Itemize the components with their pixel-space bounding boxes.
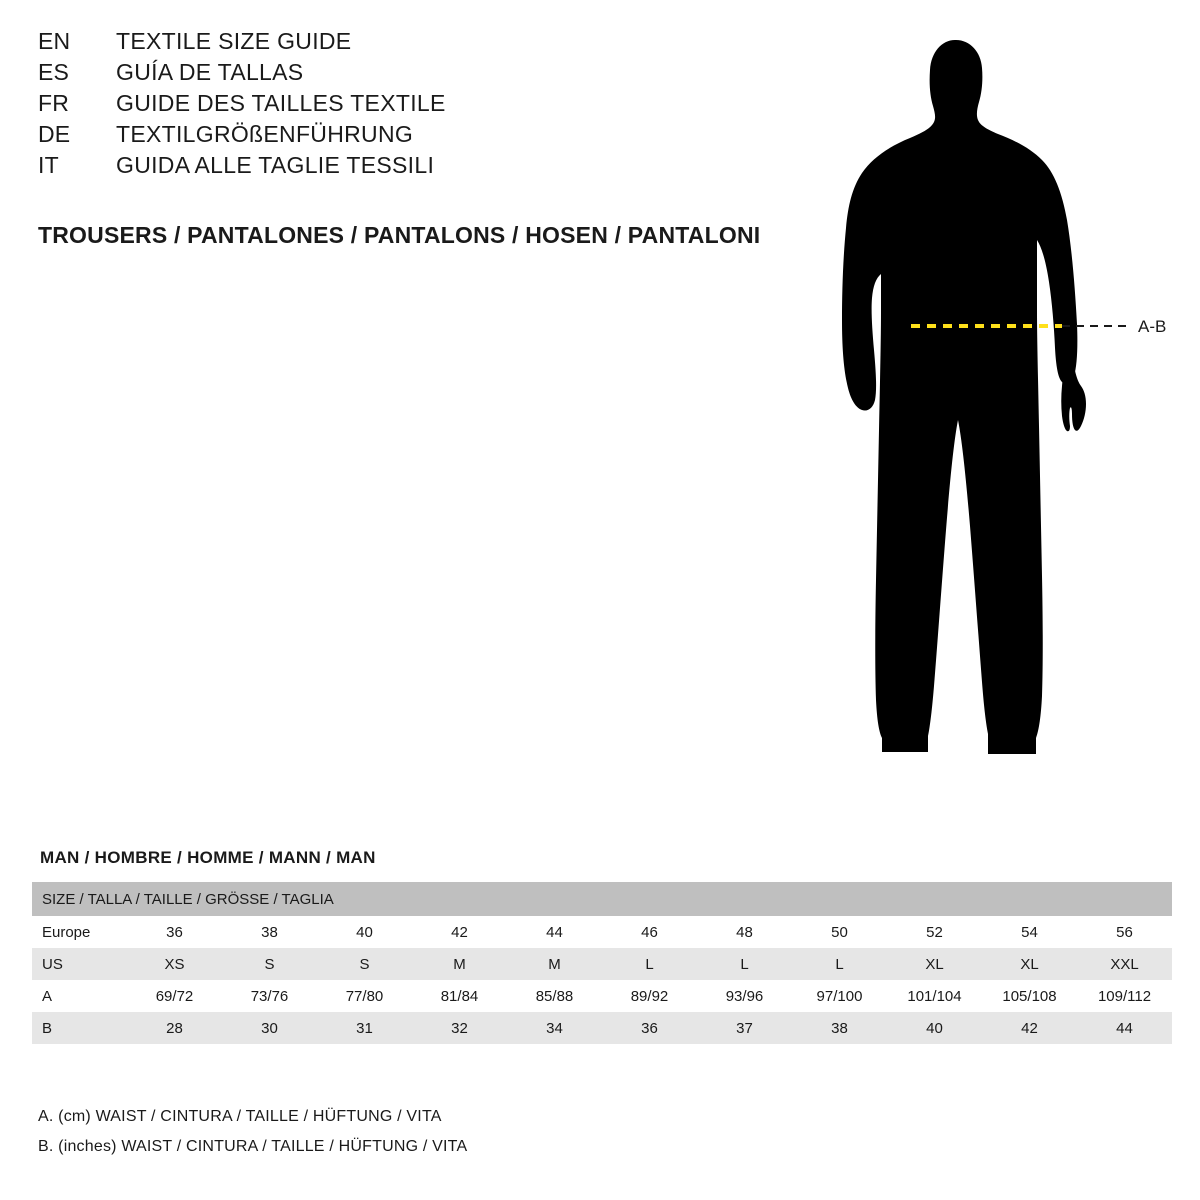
table-cell: 42 — [412, 916, 507, 948]
table-cell: XXL — [1077, 948, 1172, 980]
table-cell: 44 — [1077, 1012, 1172, 1044]
table-row — [32, 980, 1172, 1012]
row-label: B — [32, 1012, 127, 1044]
language-row — [38, 152, 818, 183]
table-cell: 36 — [127, 916, 222, 948]
table-cell: 50 — [792, 916, 887, 948]
table-cell: 34 — [507, 1012, 602, 1044]
language-title: TEXTILE SIZE GUIDE — [116, 28, 352, 54]
table-cell: 105/108 — [982, 980, 1077, 1012]
language-code: IT — [38, 152, 59, 178]
table-cell: L — [792, 948, 887, 980]
table-cell: 73/76 — [222, 980, 317, 1012]
table-cell: 85/88 — [507, 980, 602, 1012]
table-cell: 69/72 — [127, 980, 222, 1012]
language-code: DE — [38, 121, 71, 147]
table-header-row — [32, 882, 1172, 916]
measurement-label-ab: A-B — [1138, 317, 1167, 336]
language-row — [38, 59, 818, 90]
table-cell: XL — [887, 948, 982, 980]
table-cell: 77/80 — [317, 980, 412, 1012]
size-table-section — [32, 848, 1172, 1044]
language-row — [38, 121, 818, 152]
table-cell: 42 — [982, 1012, 1077, 1044]
table-cell: 97/100 — [792, 980, 887, 1012]
footnote-a: A. (cm) WAIST / CINTURA / TAILLE / HÜFTUNG / VITA — [38, 1108, 442, 1125]
table-cell: 81/84 — [412, 980, 507, 1012]
row-label: Europe — [32, 916, 127, 948]
table-row — [32, 916, 1172, 948]
table-cell: XS — [127, 948, 222, 980]
table-cell: 30 — [222, 1012, 317, 1044]
table-cell: 28 — [127, 1012, 222, 1044]
table-cell: 44 — [507, 916, 602, 948]
table-cell: 93/96 — [697, 980, 792, 1012]
language-row — [38, 28, 818, 59]
table-cell: 40 — [887, 1012, 982, 1044]
table-cell: 89/92 — [602, 980, 697, 1012]
language-code: EN — [38, 28, 71, 54]
table-cell: 31 — [317, 1012, 412, 1044]
table-cell: 40 — [317, 916, 412, 948]
table-cell: XL — [982, 948, 1077, 980]
table-cell: L — [602, 948, 697, 980]
language-title: GUIDE DES TAILLES TEXTILE — [116, 90, 446, 116]
language-code: ES — [38, 59, 70, 85]
language-title: GUIDA ALLE TAGLIE TESSILI — [116, 152, 435, 178]
table-cell: 56 — [1077, 916, 1172, 948]
gender-heading: MAN / HOMBRE / HOMME / MANN / MAN — [40, 848, 376, 867]
table-cell: 36 — [602, 1012, 697, 1044]
table-cell: 101/104 — [887, 980, 982, 1012]
table-cell: M — [507, 948, 602, 980]
table-row — [32, 948, 1172, 980]
table-cell: 32 — [412, 1012, 507, 1044]
language-row — [38, 90, 818, 121]
figure-illustration — [790, 10, 1190, 810]
table-cell: 109/112 — [1077, 980, 1172, 1012]
table-row — [32, 1012, 1172, 1044]
table-header-label: SIZE / TALLA / TAILLE / GRÖSSE / TAGLIA — [32, 882, 1172, 916]
language-title-list — [38, 28, 818, 183]
table-cell: 54 — [982, 916, 1077, 948]
table-cell: 48 — [697, 916, 792, 948]
language-title: GUÍA DE TALLAS — [116, 59, 304, 85]
size-table — [32, 882, 1172, 1044]
table-cell: L — [697, 948, 792, 980]
garment-type-heading: TROUSERS / PANTALONES / PANTALONS / HOSEN / PANTALONI — [38, 222, 761, 248]
table-cell: 37 — [697, 1012, 792, 1044]
table-cell: M — [412, 948, 507, 980]
language-title: TEXTILGRÖßENFÜHRUNG — [116, 121, 414, 147]
row-label: A — [32, 980, 127, 1012]
table-cell: S — [317, 948, 412, 980]
language-code: FR — [38, 90, 70, 116]
table-cell: 46 — [602, 916, 697, 948]
footnotes — [38, 1108, 467, 1168]
table-cell: 38 — [792, 1012, 887, 1044]
row-label: US — [32, 948, 127, 980]
table-cell: 52 — [887, 916, 982, 948]
table-cell: S — [222, 948, 317, 980]
footnote-b: B. (inches) WAIST / CINTURA / TAILLE / HÜFTUNG / VITA — [38, 1138, 468, 1155]
table-cell: 38 — [222, 916, 317, 948]
man-silhouette-icon — [842, 40, 1086, 754]
